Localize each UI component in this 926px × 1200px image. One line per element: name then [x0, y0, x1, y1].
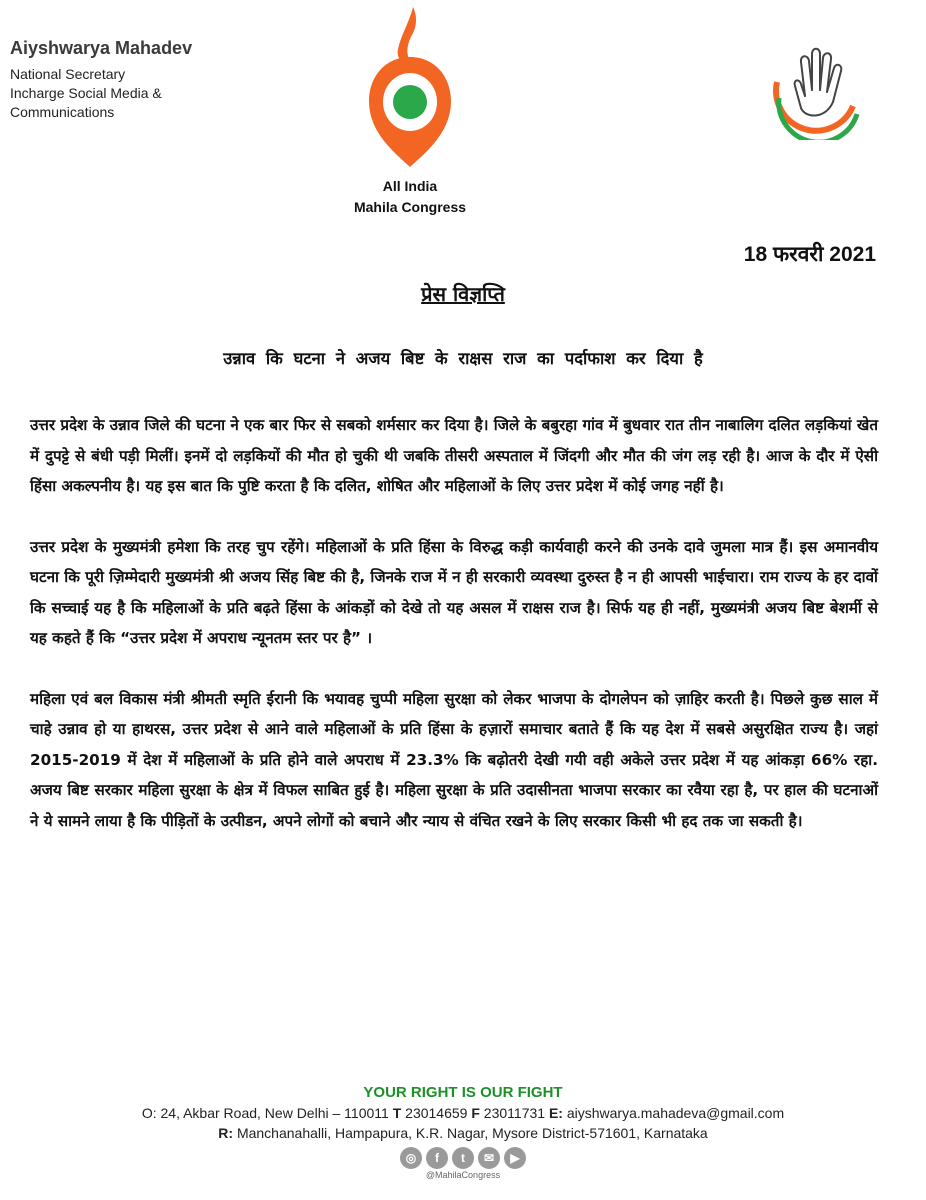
office-address: 24, Akbar Road, New Delhi – 110011: [160, 1105, 389, 1121]
instagram-icon: ◎: [400, 1147, 422, 1169]
social-handle: @MahilaCongress: [425, 1170, 501, 1180]
mahila-congress-logo-icon: [365, 5, 455, 170]
press-release-label: प्रेस विज्ञप्ति: [421, 282, 505, 306]
footer: [0, 1083, 926, 1181]
tel-label: T: [392, 1105, 402, 1121]
footer-slogan: YOUR RIGHT IS OUR FIGHT: [363, 1084, 563, 1101]
office-label: O:: [141, 1105, 157, 1121]
body-text: [30, 410, 878, 866]
fax-number: 23011731: [483, 1105, 546, 1121]
sender-block: [10, 38, 192, 122]
residence-address-line: [0, 1123, 926, 1143]
residence-address: Manchanahalli, Hampapura, K.R. Nagar, Mysore District-571601, Karnataka: [236, 1125, 708, 1141]
email-label: E:: [548, 1105, 563, 1121]
paragraph-1: उत्तर प्रदेश के उन्नाव जिले की घटना ने एक बार फिर से सबको शर्मसार कर दिया है। जिले के बबुरहा गांव में बुधवार रात तीन नाबालिग दलित लड़कियां खेत में दुपट्टे से बंधी पड़ी मिलीं। इनमें दो लड़कियों की मौत हो चुकी थी जबकि तीसरी अस्पताल में जिंदगी और मौत की जंग लड़ रही है। आज के दौर में ऐसी हिंसा अकल्पनीय है। यह इस बात कि पुष्टि करता है कि दलित, शोषित और महिलाओं के लिए उत्तर प्रदेश में कोई जगह नहीं है।: [30, 416, 878, 495]
date: 18 फरवरी 2021: [743, 243, 876, 266]
paragraph-2: उत्तर प्रदेश के मुख्यमंत्री हमेशा कि तरह चुप रहेंगे। महिलाओं के प्रति हिंसा के विरुद्ध कड़ी कार्यवाही करने की उनके दावे जुमला मात्र हैं। इस अमानवीय घटना कि पूरी ज़िम्मेदारी मुख्यमंत्री श्री अजय सिंह बिष्ट की है, जिनके राज में न ही सरकारी व्यवस्था दुरुस्त है न ही आपसी भाईचारा। राम राज्य के हर दावों कि सच्चाई यह है कि महिलाओं के प्रति बढ़ते हिंसा के आंकड़ों को देखे तो यह असल में राक्षस राज है। सिर्फ यह ही नहीं, मुख्यमंत्री अजय बिष्ट बेशर्मी से यह कहते हैं कि “उत्तर प्रदेश में अपराध न्यूनतम स्तर पर है” ।: [30, 537, 878, 647]
org-name-line-1: All India: [382, 178, 438, 194]
twitter-icon: t: [452, 1147, 474, 1169]
org-name: [330, 176, 490, 218]
org-name-line-2: Mahila Congress: [353, 199, 467, 215]
headline: उन्नाव कि घटना ने अजय बिष्ट के राक्षस राज का पर्दाफाश कर दिया है: [223, 349, 703, 368]
congress-hand-logo-icon: [765, 42, 865, 140]
residence-label: R:: [218, 1125, 234, 1141]
office-address-line: [0, 1103, 926, 1123]
fax-label: F: [471, 1105, 480, 1121]
youtube-icon: ▶: [504, 1147, 526, 1169]
sender-title-1: National Secretary: [10, 66, 126, 82]
facebook-icon: f: [426, 1147, 448, 1169]
sender-title-2: Incharge Social Media &: [10, 85, 162, 101]
email-icon: ✉: [478, 1147, 500, 1169]
paragraph-3: महिला एवं बल विकास मंत्री श्रीमती स्मृति ईरानी कि भयावह चुप्पी महिला सुरक्षा को लेकर भाजपा के दोगलेपन को ज़ाहिर करती है। पिछले कुछ साल में चाहे उन्नाव हो या हाथरस, उत्तर प्रदेश से आने वाले महिलाओं के प्रति हिंसा के हज़ारों समाचार बताते हैं कि यह देश में सबसे असुरक्षित राज्य है। जहां 2015-2019 में देश में महिलाओं के प्रति होने वाले अपराध में 23.3% कि बढ़ोतरी देखी गयी वही अकेले उत्तर प्रदेश में यह आंकड़ा 66% रहा. अजय बिष्ट सरकार महिला सुरक्षा के क्षेत्र में विफल साबित हुई है। महिला सुरक्षा के प्रति उदासीनता भाजपा सरकार का रवैया रहा है, पर हाल की घटनाओं ने ये सामने लाया है कि पीड़ितों के उत्पीडन, अपने लोगों को बचाने और न्याय से वंचित रखने के लिए सरकार किसी भी हद तक जा सकती है।: [30, 689, 878, 830]
sender-name: Aiyshwarya Mahadev: [10, 38, 193, 58]
tel-number: 23014659: [405, 1105, 468, 1121]
email-address: aiyshwarya.mahadeva@gmail.com: [566, 1105, 785, 1121]
press-release-heading: [0, 280, 926, 307]
social-icons: [0, 1147, 926, 1169]
sender-title-3: Communications: [10, 104, 115, 120]
